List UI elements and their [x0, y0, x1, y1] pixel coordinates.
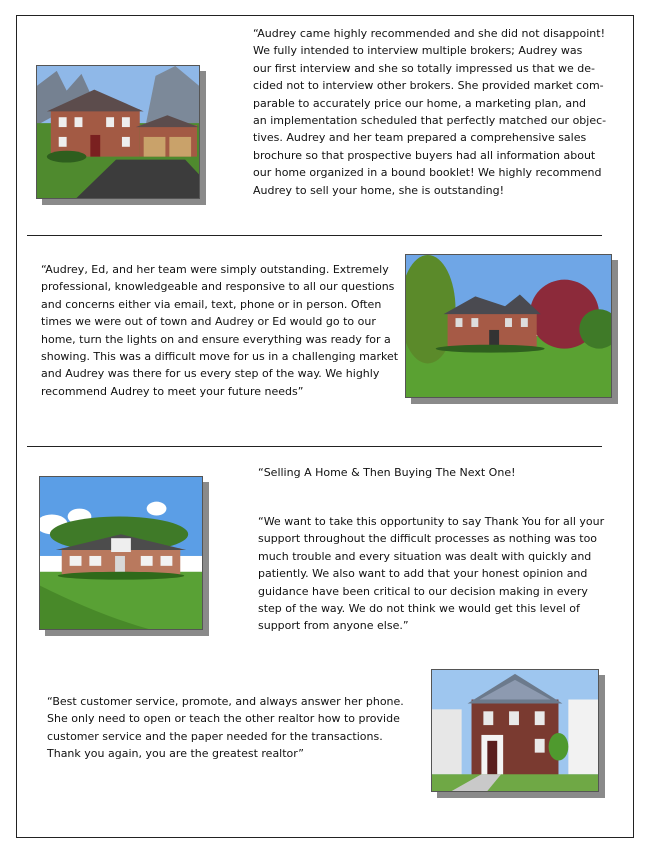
house-photo-colonial [36, 65, 200, 199]
section-divider [27, 235, 602, 236]
testimonial-4-text: “Best customer service, promote, and always answer her phone. She only need to open or teach the other realtor how to provide customer service and the paper needed for the transactions. Thank you again, you are the greatest realtor” [47, 695, 404, 761]
house-photo-townhome [431, 669, 599, 792]
testimonial-1-text: “Audrey came highly recommended and she did not disappoint! We fully intended to interview multiple brokers; Audrey was our first interview and she so totally impressed us that we de- cided not to interview other brokers. She provided market com- parable to accurately price our home, a marketing plan, and an implementation scheduled that perfectly matched our objec- tives. Audrey and her team prepared a comprehensive sales brochure so that prospective buyers had all information about our home organized in a bound booklet! We highly recommend Audrey to sell your home, she is outstanding! [253, 27, 607, 197]
house-photo-rambler [39, 476, 203, 630]
testimonial-3-heading: “Selling A Home & Then Buying The Next One! [258, 466, 516, 479]
testimonial-3-text: “We want to take this opportunity to say Thank You for all your support throughout the difficult processes as nothing was too much trouble and every situation was dealt with quickly and patiently. We also want to add that your honest opinion and guidance have been critical to our decision making in every step of the way. We do not think we would get this level of support from anyone else.” [258, 515, 605, 633]
house-photo-brick-colonial [405, 254, 612, 398]
section-divider [27, 446, 602, 447]
testimonial-2-text: “Audrey, Ed, and her team were simply outstanding. Extremely professional, knowledgeable and responsive to all our questions and concerns either via email, text, phone or in person. Often times we were out of town and Audrey or Ed would go to our home, turn the lights on and ensure everything was ready for a showing. This was a difficult move for us in a challenging market and Audrey was there for us every step of the way. We highly recommend Audrey to meet your future needs” [41, 263, 399, 398]
